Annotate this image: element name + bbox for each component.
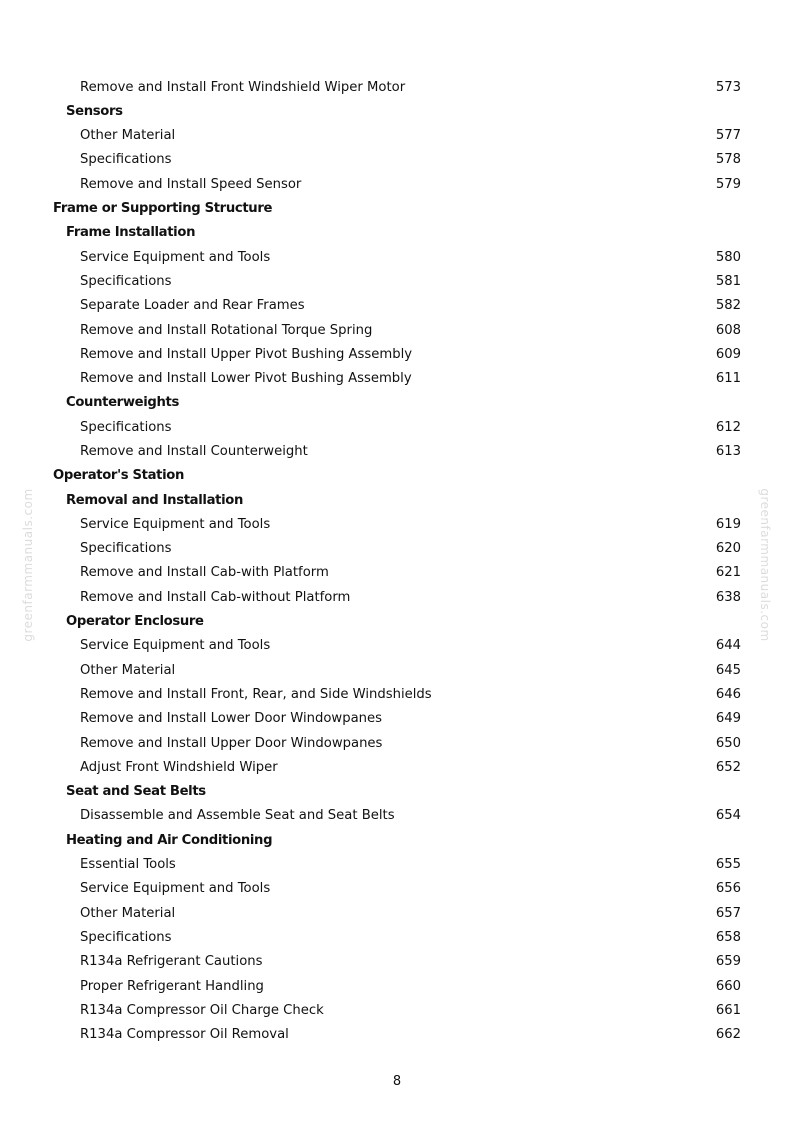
toc-heading (0, 221, 794, 245)
toc-entry (0, 998, 794, 1022)
toc-entry-title: R134a Compressor Oil Charge Check (80, 1002, 324, 1018)
toc-entry-page: 619 (715, 516, 741, 532)
toc-entry (0, 1023, 794, 1047)
toc-entry (0, 755, 794, 779)
toc-entry-title: Counterweights (66, 395, 179, 411)
toc-entry-title: Disassemble and Assemble Seat and Seat Belts (80, 808, 395, 824)
toc-entry-title: Specifications (80, 152, 172, 168)
toc-entry-page: 655 (715, 857, 741, 873)
toc-entry-page: 577 (715, 128, 741, 144)
toc-entry-title: Other Material (80, 128, 176, 144)
toc-entry (0, 950, 794, 974)
toc-entry-title: Remove and Install Cab-without Platform (80, 589, 351, 605)
toc-entry-page: 608 (715, 322, 741, 338)
toc-entry (0, 439, 794, 463)
toc-entry-title: Service Equipment and Tools (80, 881, 271, 897)
toc-entry (0, 658, 794, 682)
toc-entry (0, 512, 794, 536)
toc-heading (0, 610, 794, 634)
toc-entry-title: Frame or Supporting Structure (53, 201, 273, 217)
toc-entry (0, 75, 794, 99)
toc-entry-page: 650 (715, 735, 741, 751)
toc-entry-title: Adjust Front Windshield Wiper (80, 759, 278, 775)
toc-entry (0, 537, 794, 561)
toc-entry (0, 269, 794, 293)
toc-entry-page: 645 (715, 662, 741, 678)
toc-entry-title: Remove and Install Upper Door Windowpanes (80, 735, 383, 751)
toc-entry (0, 804, 794, 828)
toc-entry (0, 707, 794, 731)
toc-entry-page: 649 (715, 711, 741, 727)
toc-entry (0, 925, 794, 949)
toc-entry-page: 652 (715, 759, 741, 775)
toc-entry (0, 415, 794, 439)
toc-entry-title: Heating and Air Conditioning (66, 832, 273, 848)
toc-entry-title: Other Material (80, 905, 176, 921)
toc-entry-title: R134a Refrigerant Cautions (80, 954, 263, 970)
toc-entry-title: Proper Refrigerant Handling (80, 978, 264, 994)
toc-entry (0, 172, 794, 196)
toc-entry-title: Specifications (80, 419, 172, 435)
toc-entry-title: Specifications (80, 541, 172, 557)
toc-entry-title: Removal and Installation (66, 492, 243, 508)
toc-entry-title: Remove and Install Lower Pivot Bushing Assembly (80, 371, 412, 387)
toc-heading (0, 828, 794, 852)
toc-entry-page: 573 (715, 79, 741, 95)
toc-heading (0, 99, 794, 123)
toc-entry (0, 148, 794, 172)
toc-entry-page: 657 (715, 905, 741, 921)
toc-entry (0, 634, 794, 658)
toc-entry (0, 585, 794, 609)
toc-entry-page: 620 (715, 541, 741, 557)
toc-entry-title: Remove and Install Lower Door Windowpanes (80, 711, 382, 727)
toc-entry-title: Seat and Seat Belts (66, 784, 206, 800)
watermark-left: greenfarmmanuals.com (21, 488, 35, 642)
toc-entry-page: 646 (715, 686, 741, 702)
toc-entry-page: 659 (715, 954, 741, 970)
toc-heading (0, 780, 794, 804)
toc-entry-title: Operator's Station (53, 468, 185, 484)
toc-entry-title: Remove and Install Counterweight (80, 444, 308, 459)
toc-entry (0, 124, 794, 148)
toc-entry-page: 654 (715, 808, 741, 824)
toc-entry (0, 853, 794, 877)
toc-entry-page: 578 (715, 152, 741, 168)
toc-entry (0, 901, 794, 925)
toc-entry (0, 294, 794, 318)
toc-entry-title: Sensors (66, 103, 123, 119)
toc-entry (0, 342, 794, 366)
toc-heading (0, 464, 794, 488)
toc-entry (0, 245, 794, 269)
toc-entry-page: 579 (715, 176, 741, 192)
toc-entry-page: 656 (715, 881, 741, 897)
toc-entry-page: 582 (715, 298, 741, 314)
toc-entry-page: 658 (715, 929, 741, 945)
toc-entry-title: Service Equipment and Tools (80, 249, 271, 265)
toc-entry-title: Essential Tools (80, 857, 176, 873)
toc-entry-title: Remove and Install Front Windshield Wiper Motor (80, 79, 406, 95)
toc-entry-title: Remove and Install Cab-with Platform (80, 565, 329, 581)
toc-entry-title: Operator Enclosure (66, 614, 204, 630)
toc-entry-title: Specifications (80, 929, 172, 945)
toc-entry-title: Specifications (80, 273, 172, 289)
toc-entry-page: 609 (715, 346, 741, 362)
toc-entry-page: 612 (715, 419, 741, 435)
toc-entry-title: Remove and Install Upper Pivot Bushing Assembly (80, 346, 413, 362)
toc-entry-title: Service Equipment and Tools (80, 638, 271, 654)
toc-entry-page: 613 (715, 444, 741, 459)
table-of-contents (0, 75, 794, 1047)
toc-entry-title: Frame Installation (66, 225, 196, 241)
toc-entry-page: 621 (715, 565, 741, 581)
toc-entry-page: 662 (715, 1027, 741, 1043)
toc-entry (0, 367, 794, 391)
toc-entry (0, 974, 794, 998)
toc-entry-page: 638 (715, 589, 741, 605)
toc-heading (0, 391, 794, 415)
toc-entry-page: 611 (715, 371, 741, 387)
toc-heading (0, 488, 794, 512)
page-number: 8 (392, 1074, 402, 1089)
toc-entry-page: 660 (715, 978, 741, 994)
toc-entry (0, 682, 794, 706)
toc-entry-title: Service Equipment and Tools (80, 516, 271, 532)
toc-entry-page: 580 (715, 249, 741, 265)
toc-heading (0, 196, 794, 220)
toc-entry-title: Separate Loader and Rear Frames (80, 298, 305, 314)
toc-entry-title: Remove and Install Front, Rear, and Side Windshields (80, 686, 432, 702)
toc-entry (0, 877, 794, 901)
toc-entry-title: Remove and Install Speed Sensor (80, 176, 302, 192)
toc-entry (0, 731, 794, 755)
toc-entry-title: Other Material (80, 662, 176, 678)
toc-entry-title: R134a Compressor Oil Removal (80, 1027, 289, 1043)
toc-entry-page: 644 (715, 638, 741, 654)
toc-entry-page: 581 (715, 273, 741, 289)
toc-entry-page: 661 (715, 1002, 741, 1018)
toc-entry (0, 561, 794, 585)
watermark-right: greenfarmmanuals.com (758, 488, 772, 642)
toc-entry-title: Remove and Install Rotational Torque Spring (80, 322, 373, 338)
toc-entry (0, 318, 794, 342)
